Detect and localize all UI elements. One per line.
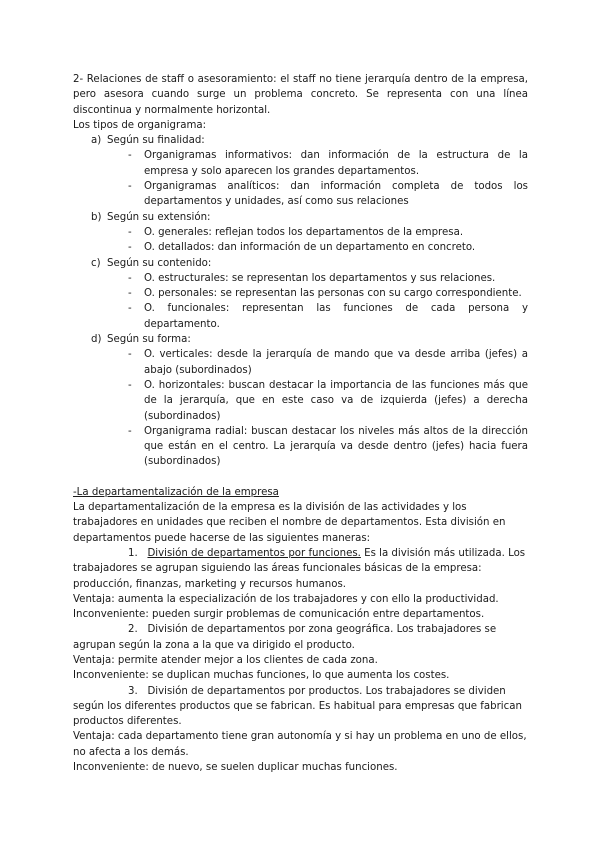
list-item-text: O. personales: se representan las personas con su cargo correspondiente. — [144, 288, 522, 300]
category-marker: d) — [91, 334, 102, 346]
list-item-text: O. horizontales: buscan destacar la importancia de las funciones más que de la jerarquía, que en este caso va de izquierda (jefes) a derecha (subordinados) — [144, 379, 528, 422]
list-item — [73, 271, 528, 286]
dash-bullet: - — [128, 425, 132, 437]
method-number-text: 1. — [128, 547, 138, 559]
method-text: Es la división más utilizada. Los trabajadores se agrupan siguiendo las áreas funcionales básicas de la empresa: producción, finanzas, marketing y recursos humanos. — [73, 547, 526, 590]
dept-intro: La departamentalización de la empresa es la división de las actividades y los trabajadores en unidades que reciben el nombre de departamentos. Esta división en departamentos puede hacerse de las siguientes maneras: — [73, 502, 506, 544]
dash-bullet: - — [128, 349, 132, 361]
category-forma — [73, 332, 528, 347]
inconveniente: Inconveniente: se duplican muchas funciones, lo que aumenta los costes. — [73, 670, 450, 682]
ventaja: Ventaja: aumenta la especialización de los trabajadores y con ello la productividad. — [73, 593, 499, 605]
list-item-text: Organigramas informativos: dan información de la estructura de la empresa y solo aparecen los grandes departamentos. — [144, 150, 528, 177]
method-text: Los trabajadores se agrupan según la zona a la que va dirigido el producto. — [73, 624, 497, 651]
category-extension — [73, 210, 528, 225]
dash-bullet: - — [128, 288, 132, 300]
category-title: Según su contenido: — [107, 257, 212, 269]
method-number-text: 3. — [128, 685, 138, 697]
method-paragraph — [73, 684, 528, 730]
method-number-text: 2. — [128, 624, 138, 636]
document-page — [73, 72, 528, 775]
list-item — [73, 347, 528, 378]
category-title: Según su forma: — [107, 334, 191, 346]
list-item-text: O. detallados: dan información de un departamento en concreto. — [144, 242, 476, 254]
list-item — [73, 424, 528, 470]
method-title: División de departamentos por funciones. — [147, 547, 361, 559]
list-item-text: O. verticales: desde la jerarquía de mando que va desde arriba (jefes) a abajo (subordinados) — [144, 349, 528, 376]
category-title: Según su extensión: — [107, 211, 211, 223]
category-title: Según su finalidad: — [107, 135, 205, 147]
list-item-text: Organigrama radial: buscan destacar los niveles más altos de la dirección que están en el centro. La jerarquía va desde dentro (jefes) hacia fuera (subordinados) — [144, 425, 528, 468]
list-item — [73, 286, 528, 301]
dash-bullet: - — [128, 181, 132, 193]
dash-bullet: - — [128, 150, 132, 162]
inconveniente: Inconveniente: de nuevo, se suelen duplicar muchas funciones. — [73, 762, 398, 774]
inconveniente: Inconveniente: pueden surgir problemas de comunicación entre departamentos. — [73, 609, 485, 621]
dash-bullet: - — [128, 242, 132, 254]
method-title: División de departamentos por productos. — [147, 685, 363, 697]
list-item — [73, 179, 528, 210]
dash-bullet: - — [128, 226, 132, 238]
dash-bullet: - — [128, 379, 132, 391]
list-item — [73, 148, 528, 179]
method-paragraph — [73, 546, 528, 592]
method-number — [73, 686, 138, 697]
method-number — [73, 548, 138, 559]
staff-paragraph: 2- Relaciones de staff o asesoramiento: el staff no tiene jerarquía dentro de la empresa, pero asesora cuando surge un problema concreto. Se representa con una línea discontinua y normalmente horizontal. — [73, 74, 528, 116]
category-contenido — [73, 256, 528, 271]
category-marker: c) — [91, 257, 101, 269]
category-finalidad — [73, 133, 528, 148]
category-marker: a) — [91, 135, 102, 147]
method-title: División de departamentos por zona geográfica. — [147, 624, 394, 636]
list-item-text: O. funcionales: representan las funciones de cada persona y departamento. — [144, 303, 528, 330]
list-item-text: Organigramas analíticos: dan información completa de todos los departamentos y unidades, así como sus relaciones — [144, 181, 528, 208]
list-item — [73, 378, 528, 424]
category-marker: b) — [91, 211, 102, 223]
list-item-text: O. generales: reflejan todos los departamentos de la empresa. — [144, 226, 464, 238]
method-paragraph — [73, 622, 528, 653]
section-heading: -La departamentalización de la empresa — [73, 486, 279, 498]
list-item-text: O. estructurales: se representan los departamentos y sus relaciones. — [144, 272, 496, 284]
list-item — [73, 240, 528, 255]
spacer — [73, 470, 528, 485]
list-item — [73, 225, 528, 240]
list-item — [73, 301, 528, 332]
ventaja: Ventaja: cada departamento tiene gran autonomía y si hay un problema en uno de ellos, no afecta a los demás. — [73, 731, 527, 758]
method-text: Los trabajadores se dividen según los diferentes productos que se fabrican. Es habitual para empresas que fabrican productos diferentes. — [73, 685, 522, 728]
types-heading: Los tipos de organigrama: — [73, 119, 207, 131]
method-number — [73, 624, 138, 635]
dash-bullet: - — [128, 272, 132, 284]
dash-bullet: - — [128, 303, 132, 315]
ventaja: Ventaja: permite atender mejor a los clientes de cada zona. — [73, 654, 378, 666]
